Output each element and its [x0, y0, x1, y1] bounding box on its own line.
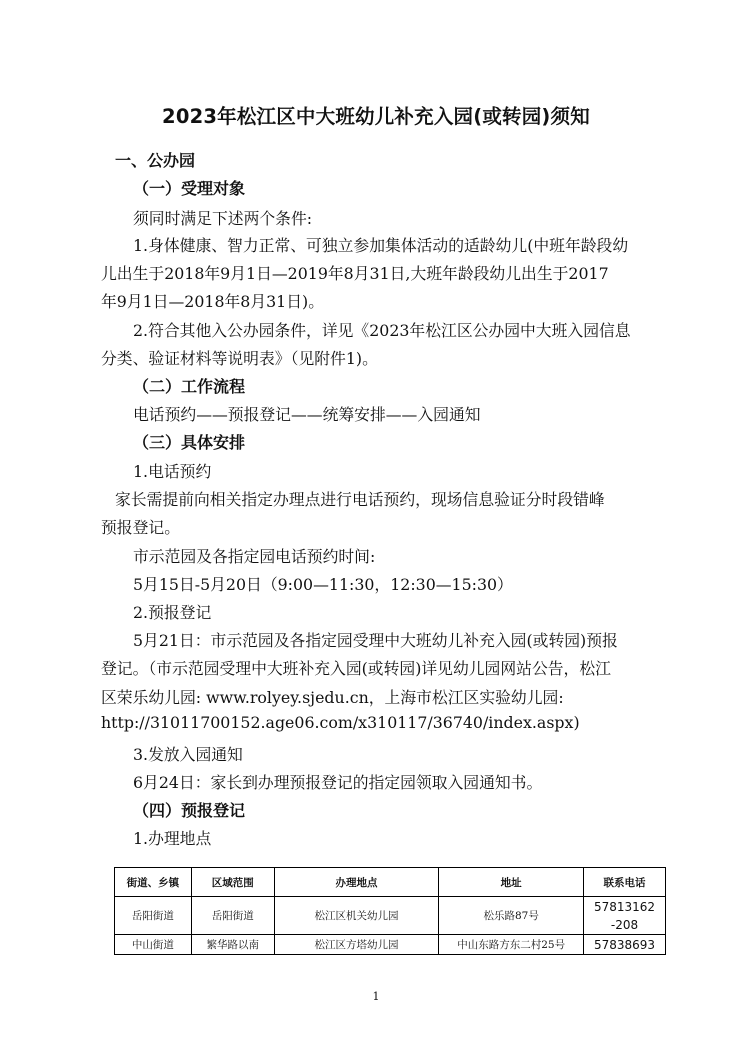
text-line: 3.发放入园通知: [133, 745, 243, 764]
cell-area: 繁华路以南: [191, 935, 274, 955]
text-line: 6月24日：家长到办理预报登记的指定园领取入园通知书。: [133, 773, 543, 792]
text-line: 年9月1日—2018年8月31日)。: [101, 292, 324, 311]
cell-street: 岳阳街道: [115, 897, 192, 935]
text-line: 儿出生于2018年9月1日—2019年8月31日,大班年龄段幼儿出生于2017: [101, 264, 609, 283]
cell-address: 中山东路方东二村25号: [439, 935, 584, 955]
section-heading: 一、公办园: [115, 151, 196, 170]
cell-phone: 57838693: [584, 935, 666, 955]
text-line: 电话预约——预报登记——统筹安排——入园通知: [133, 405, 481, 424]
text-line: 2.符合其他入公办园条件，详见《2023年松江区公办园中大班入园信息: [133, 321, 631, 340]
header-phone: 联系电话: [584, 868, 666, 897]
text-line: 分类、验证材料等说明表》（见附件1)。: [101, 349, 378, 368]
cell-area: 岳阳街道: [191, 897, 274, 935]
page-number: 1: [372, 990, 380, 1003]
text-line: 1.身体健康、智力正常、可独立参加集体活动的适龄幼儿(中班年龄段幼: [133, 236, 629, 255]
header-area: 区域范围: [191, 868, 274, 897]
cell-address: 松乐路87号: [439, 897, 584, 935]
location-table: [114, 867, 666, 955]
table-row: [115, 897, 666, 935]
text-line: 市示范园及各指定园电话预约时间:: [133, 547, 376, 566]
table-header-row: [115, 868, 666, 897]
text-line: 家长需提前向相关指定办理点进行电话预约，现场信息验证分时段错峰: [115, 490, 605, 509]
text-line: 预报登记。: [101, 518, 180, 537]
text-line: 须同时满足下述两个条件:: [133, 209, 313, 228]
section-heading: （二）工作流程: [133, 377, 246, 396]
header-office: 办理地点: [274, 868, 439, 897]
text-line: 登记。（市示范园受理中大班补充入园(或转园)详见幼儿园网站公告，松江: [101, 659, 611, 678]
page-title: 2023年松江区中大班幼儿补充入园(或转园)须知: [162, 105, 590, 128]
text-line: 区荣乐幼儿园: www.rolyey.sjedu.cn，上海市松江区实验幼儿园:: [101, 688, 564, 707]
section-heading: （一）受理对象: [133, 179, 246, 198]
header-address: 地址: [439, 868, 584, 897]
cell-office: 松江区方塔幼儿园: [274, 935, 439, 955]
cell-street: 中山街道: [115, 935, 192, 955]
section-heading: （三）具体安排: [133, 433, 246, 452]
header-street: 街道、乡镇: [115, 868, 192, 897]
text-line: 1.办理地点: [133, 829, 212, 848]
text-line: 5月21日：市示范园及各指定园受理中大班幼儿补充入园(或转园)预报: [133, 631, 618, 650]
table-row: [115, 935, 666, 955]
cell-phone: 57813162 -208: [584, 897, 666, 935]
cell-office: 松江区机关幼儿园: [274, 897, 439, 935]
text-line: 1.电话预约: [133, 462, 212, 481]
section-heading: （四）预报登记: [133, 801, 246, 820]
text-line: http://31011700152.age06.com/x310117/36740/index.aspx): [101, 713, 580, 732]
text-line: 5月15日-5月20日（9:00—11:30，12:30—15:30）: [133, 575, 513, 594]
text-line: 2.预报登记: [133, 603, 212, 622]
